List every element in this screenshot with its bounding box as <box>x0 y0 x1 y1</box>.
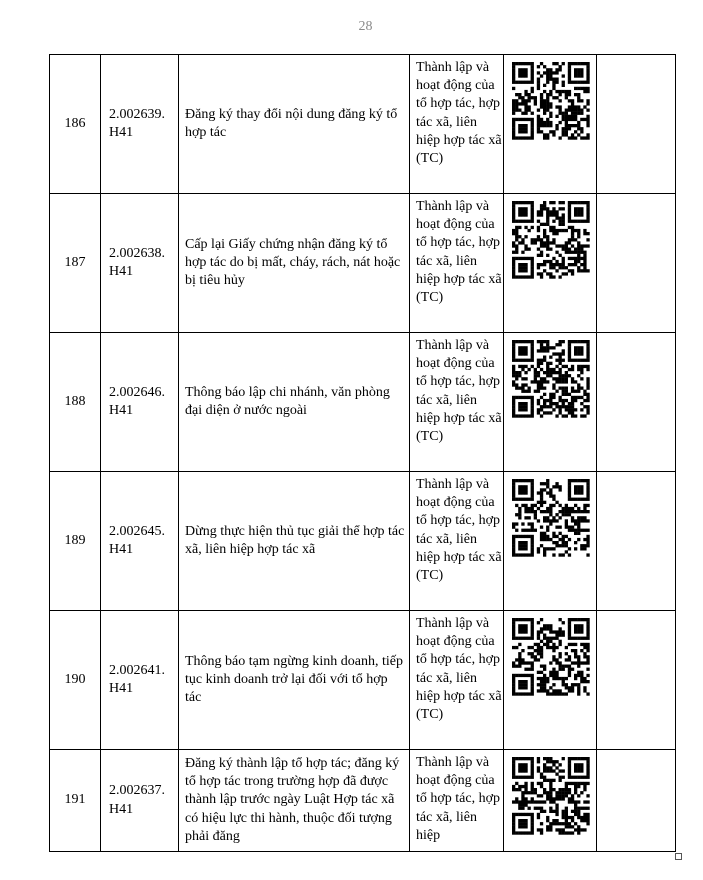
procedure-field: Thành lập và hoạt động của tổ hợp tác, hợp tác xã, liên hiệp hợp tác xã (TC) <box>410 333 504 472</box>
procedure-name: Thông báo tạm ngừng kinh doanh, tiếp tục kinh doanh trở lại đối với tổ hợp tác <box>179 611 410 750</box>
procedure-field: Thành lập và hoạt động của tổ hợp tác, hợp tác xã, liên hiệp hợp tác xã (TC) <box>410 194 504 333</box>
procedure-code-part2: H41 <box>109 681 134 696</box>
procedure-table <box>49 54 676 852</box>
procedure-code-part1: 2.002638. <box>109 245 165 261</box>
note-cell <box>597 472 676 611</box>
table-row <box>50 611 676 750</box>
procedure-code-part1: 2.002645. <box>109 523 165 539</box>
qr-code-icon[interactable] <box>512 479 590 557</box>
qr-cell <box>504 55 597 194</box>
procedure-code-part2: H41 <box>109 542 134 557</box>
procedure-field: Thành lập và hoạt động của tổ hợp tác, hợp tác xã, liên hiệp <box>410 750 504 852</box>
procedure-name: Thông báo lập chi nhánh, văn phòng đại diện ở nước ngoài <box>179 333 410 472</box>
procedure-code <box>101 194 179 333</box>
procedure-code <box>101 750 179 852</box>
procedure-code-part1: 2.002646. <box>109 384 165 400</box>
procedure-field: Thành lập và hoạt động của tổ hợp tác, hợp tác xã, liên hiệp hợp tác xã (TC) <box>410 611 504 750</box>
procedure-code-part2: H41 <box>109 264 134 279</box>
procedure-code-part1: 2.002639. <box>109 106 165 122</box>
table-row <box>50 750 676 852</box>
page-number: 28 <box>358 19 373 34</box>
qr-code-icon[interactable] <box>512 618 590 696</box>
note-cell <box>597 611 676 750</box>
procedure-code-part2: H41 <box>109 403 134 418</box>
row-number: 186 <box>50 55 101 194</box>
row-number: 187 <box>50 194 101 333</box>
qr-cell <box>504 750 597 852</box>
qr-code-icon[interactable] <box>512 340 590 418</box>
row-number: 188 <box>50 333 101 472</box>
procedure-name: Dừng thực hiện thủ tục giải thể hợp tác xã, liên hiệp hợp tác xã <box>179 472 410 611</box>
procedure-code-part2: H41 <box>109 801 134 817</box>
qr-cell <box>504 333 597 472</box>
procedure-code <box>101 472 179 611</box>
procedure-table-body <box>50 55 676 852</box>
procedure-name: Đăng ký thành lập tổ hợp tác; đăng ký tổ hợp tác trong trường hợp đã được thành lập trước ngày Luật Hợp tác xã có hiệu lực thi hành, thuộc đối tượng phải đăng <box>179 750 410 852</box>
procedure-code-part2: H41 <box>109 125 134 140</box>
row-number: 191 <box>50 750 101 852</box>
table-row <box>50 55 676 194</box>
page-corner-marker <box>675 853 682 860</box>
qr-cell <box>504 194 597 333</box>
qr-cell <box>504 611 597 750</box>
procedure-field: Thành lập và hoạt động của tổ hợp tác, hợp tác xã, liên hiệp hợp tác xã (TC) <box>410 55 504 194</box>
procedure-code-part1: 2.002637. <box>109 783 165 799</box>
qr-code-icon[interactable] <box>512 201 590 279</box>
table-row <box>50 194 676 333</box>
note-cell <box>597 333 676 472</box>
row-number: 190 <box>50 611 101 750</box>
procedure-name: Cấp lại Giấy chứng nhận đăng ký tổ hợp tác do bị mất, cháy, rách, nát hoặc bị tiêu hủy <box>179 194 410 333</box>
qr-cell <box>504 472 597 611</box>
qr-code-icon[interactable] <box>512 62 590 140</box>
procedure-code-part1: 2.002641. <box>109 662 165 678</box>
procedure-code <box>101 333 179 472</box>
note-cell <box>597 194 676 333</box>
procedure-code <box>101 55 179 194</box>
note-cell <box>597 750 676 852</box>
table-row <box>50 472 676 611</box>
procedure-code <box>101 611 179 750</box>
table-row <box>50 333 676 472</box>
row-number: 189 <box>50 472 101 611</box>
procedure-field: Thành lập và hoạt động của tổ hợp tác, hợp tác xã, liên hiệp hợp tác xã (TC) <box>410 472 504 611</box>
qr-code-icon[interactable] <box>512 757 590 835</box>
procedure-name: Đăng ký thay đổi nội dung đăng ký tổ hợp tác <box>179 55 410 194</box>
note-cell <box>597 55 676 194</box>
